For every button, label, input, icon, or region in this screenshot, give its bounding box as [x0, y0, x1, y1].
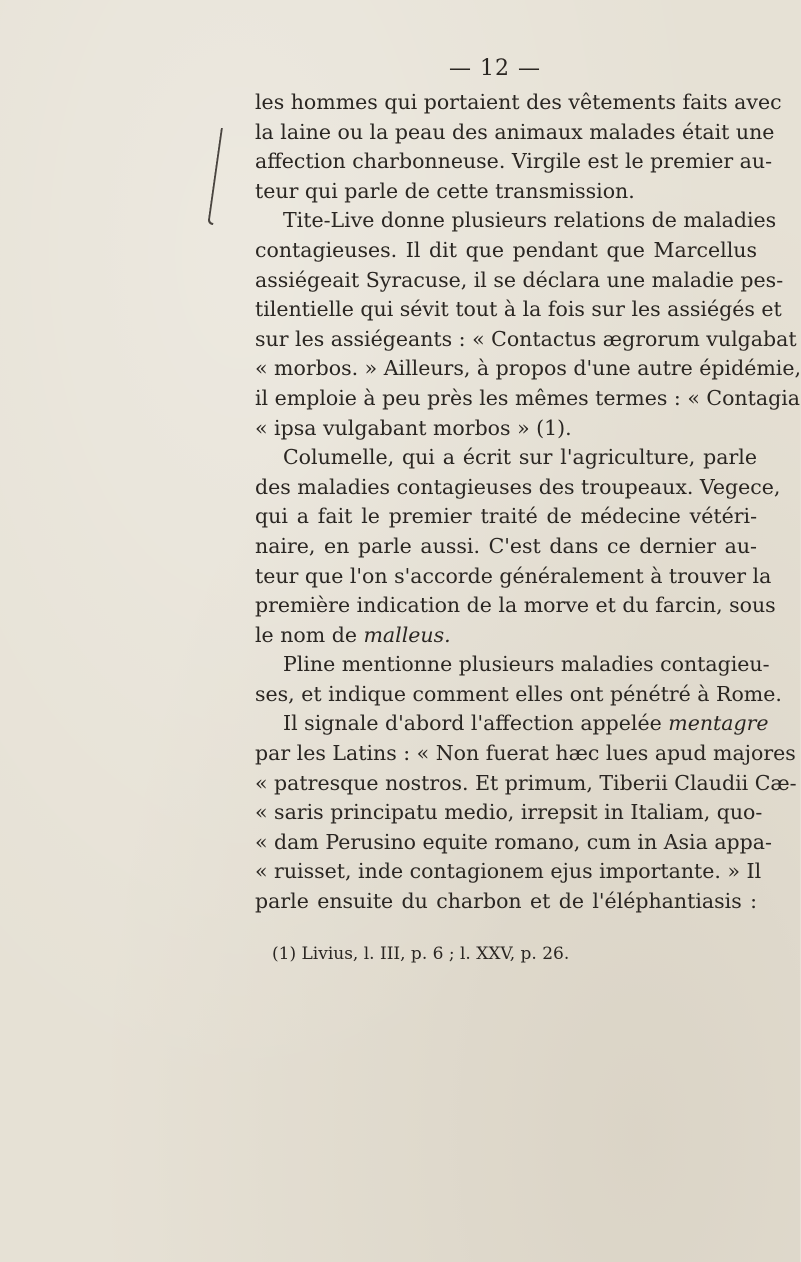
text-line [255, 680, 782, 710]
text-line [255, 236, 757, 266]
text-line-content: qui a fait le premier traité de médecine vétéri- [255, 504, 757, 529]
margin-pencil-mark [207, 128, 227, 225]
text-line [255, 739, 796, 769]
text-line [255, 177, 757, 207]
text-line-content: « patresque nostros. Et primum, Tiberii Claudii Cæ- [255, 770, 797, 795]
text-line [255, 295, 782, 325]
body-text [255, 88, 801, 917]
text-line-content: les hommes qui portaient des vêtements faits avec [255, 90, 782, 114]
text-line [255, 798, 763, 828]
text-line [255, 88, 782, 118]
text-line [255, 887, 757, 917]
text-line-content: il emploie à peu près les mêmes termes : « Contagia [255, 385, 800, 410]
text-line-content: Columelle, qui a écrit sur l'agriculture, parle [283, 445, 757, 470]
text-line-content: « ruisset, inde contagionem ejus importante. » Il [255, 859, 762, 884]
text-line [255, 828, 772, 858]
text-line [255, 709, 769, 739]
text-line [255, 473, 781, 503]
text-line [255, 443, 757, 473]
text-line-content: des maladies contagieuses des troupeaux. Vegece, [255, 474, 781, 499]
text-line [255, 857, 762, 887]
italic-term: mentagre [668, 711, 769, 736]
text-line [255, 532, 757, 562]
text-line [255, 147, 772, 177]
text-line [255, 650, 770, 680]
text-line [255, 562, 772, 592]
text-line-content: affection charbonneuse. Virgile est le premier au- [255, 149, 772, 174]
footnote: (1) Livius, l. III, p. 6 ; l. XXV, p. 26. [272, 944, 570, 964]
text-line [255, 502, 757, 532]
text-line-content: teur que l'on s'accorde généralement à trouver la [255, 563, 772, 588]
text-line-content: par les Latins : « Non fuerat hæc lues apud majores [255, 741, 796, 766]
text-line-content: contagieuses. Il dit que pendant que Marcellus [255, 237, 757, 262]
text-line-content: sur les assiégeants : « Contactus ægrorum vulgabat [255, 326, 797, 351]
text-line [255, 384, 800, 414]
italic-term: malleus. [363, 622, 451, 647]
text-line-content: assiégeait Syracuse, il se déclara une maladie pes- [255, 267, 784, 292]
text-line-content: teur qui parle de cette transmission. [255, 178, 635, 203]
text-line-content: la laine ou la peau des animaux malades était une [255, 119, 775, 144]
text-line [255, 118, 775, 148]
text-line-content: naire, en parle aussi. C'est dans ce dernier au- [255, 533, 757, 558]
text-line [255, 591, 776, 621]
text-line-content: parle ensuite du charbon et de l'éléphantiasis : [255, 889, 757, 914]
text-line-content: « dam Perusino equite romano, cum in Asia appa- [255, 829, 772, 854]
text-line [255, 325, 797, 355]
text-line-content: tilentielle qui sévit tout à la fois sur les assiégés et [255, 297, 782, 322]
text-line-content: « ipsa vulgabant morbos » (1). [255, 415, 572, 440]
text-line [255, 266, 784, 296]
text-line-content: le nom de [255, 622, 364, 647]
text-line-content: première indication de la morve et du farcin, sous [255, 593, 776, 618]
text-line [255, 414, 757, 444]
text-line [255, 621, 757, 651]
text-line-content: Pline mentionne plusieurs maladies contagieu- [283, 652, 770, 677]
text-line [255, 354, 801, 384]
page-number: — 12 — [449, 56, 541, 81]
text-line [255, 206, 777, 236]
text-line-content: Tite-Live donne plusieurs relations de maladies [283, 208, 777, 233]
text-line-content: « morbos. » Ailleurs, à propos d'une autre épidémie, [255, 356, 801, 381]
text-line-content: Il signale d'abord l'affection appelée [283, 711, 669, 736]
text-line [255, 769, 797, 799]
text-line-content: « saris principatu medio, irrepsit in Italiam, quo- [255, 800, 763, 825]
text-line-content: ses, et indique comment elles ont pénétré à Rome. [255, 681, 782, 706]
